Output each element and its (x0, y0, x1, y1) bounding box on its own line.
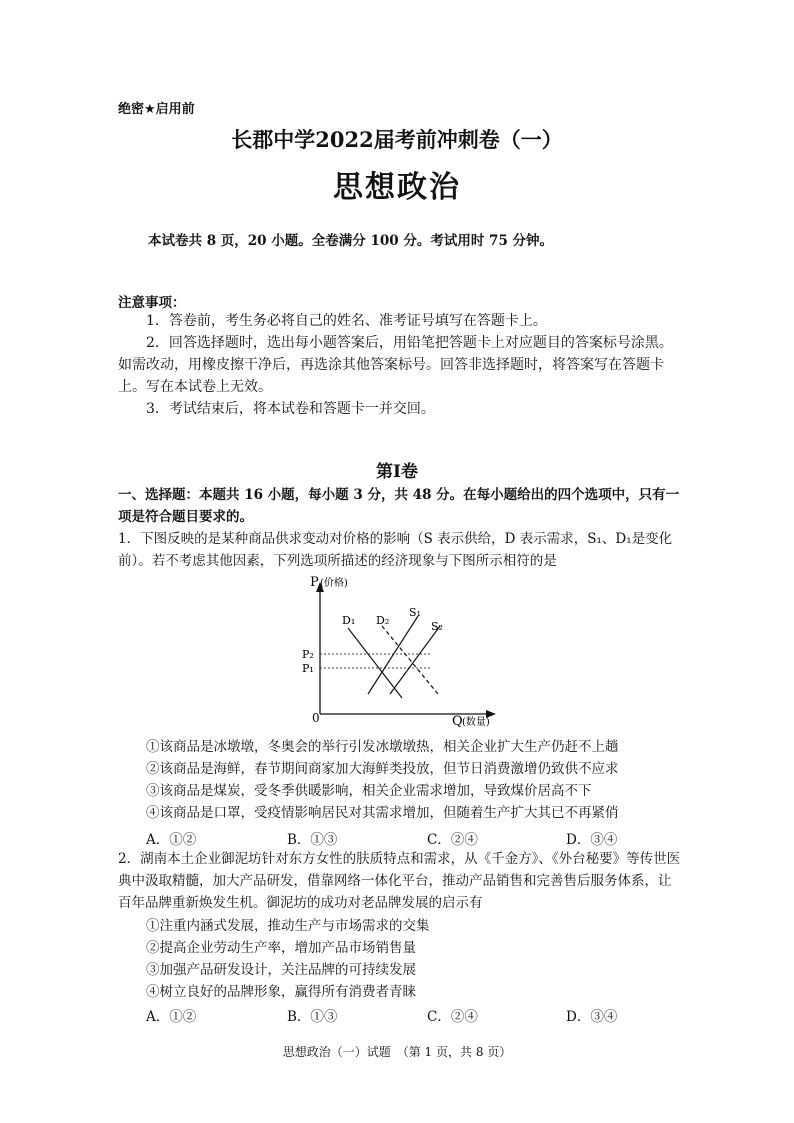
exam-summary: 本试卷共 8 页，20 小题。全卷满分 100 分。考试用时 75 分钟。 (148, 233, 554, 249)
s2-label: S₂ (431, 620, 443, 633)
volume-title: 第Ⅰ卷 (376, 462, 418, 482)
demand-curve-d1 (348, 628, 402, 698)
confidential-label: 绝密★启用前 (118, 102, 195, 117)
x-axis-label: Q (452, 714, 463, 728)
notice-item-3: 3．考试结束后，将本试卷和答题卡一并交回。 (146, 401, 435, 417)
notice-heading: 注意事项： (118, 295, 186, 311)
q2-option-4: ④树立良好的品牌形象，赢得所有消费者青睐 (146, 984, 416, 1000)
s1-label: S₁ (409, 606, 421, 619)
q1-choice-a[interactable]: A．①② (146, 832, 197, 848)
q1-option-1: ①该商品是冰墩墩，冬奥会的举行引发冰墩墩热，相关企业扩大生产仍赶不上趟 (146, 739, 619, 755)
notice-item-1: 1．答卷前，考生务必将自己的姓名、准考证号填写在答题卡上。 (146, 313, 547, 329)
q1-option-3: ③该商品是煤炭，受冬季供暖影响，相关企业需求增加，导致煤价居高不下 (146, 783, 592, 799)
supply-curve-s1 (368, 616, 418, 694)
page-footer: 思想政治（一）试题 （第 1 页，共 8 页） (282, 1045, 512, 1059)
q2-choice-d[interactable]: D．③④ (566, 1009, 618, 1025)
q1-choice-c[interactable]: C．②④ (427, 832, 478, 848)
x-axis-unit: (数量) (462, 717, 490, 728)
q2-choice-b[interactable]: B．①③ (287, 1009, 338, 1025)
supply-demand-graph (290, 572, 510, 728)
d1-label: D₁ (342, 614, 356, 627)
question-1-stem: 1．下图反映的是某种商品供求变动对价格的影响（S 表示供给，D 表示需求，S₁、D₁是变化前）。若不考虑其他因素，下列选项所描述的经济现象与下图所示相符的是 (118, 531, 673, 569)
section-heading: 一、选择题：本题共 16 小题，每小题 3 分，共 48 分。在每小题给出的四个选项中，只有一项是符合题目要求的。 (118, 487, 680, 525)
subject-title: 思想政治 (333, 170, 461, 205)
q1-choice-d[interactable]: D．③④ (566, 832, 618, 848)
q1-option-2: ②该商品是海鲜，春节期间商家加大海鲜类投放，但节日消费激增仍致供不应求 (146, 761, 619, 777)
q2-option-2: ②提高企业劳动生产率，增加产品市场销售量 (146, 940, 416, 956)
q2-choice-c[interactable]: C．②④ (427, 1009, 478, 1025)
origin-label: 0 (312, 711, 320, 725)
d2-label: D₂ (376, 614, 390, 627)
notice-item-2: 2．回答选择题时，选出每小题答案后，用铅笔把答题卡上对应题目的答案标号涂黑。如需改动，用橡皮擦干净后，再选涂其他答案标号。回答非选择题时，将答案写在答题卡上。写在本试卷上无效。 (118, 335, 673, 395)
y-axis-unit: (价格) (320, 578, 348, 589)
exam-title: 长郡中学2022届考前冲刺卷（一） (231, 127, 563, 152)
y-axis-label: P (310, 575, 319, 590)
question-2-stem: 2．湖南本土企业御泥坊针对东方女性的肤质特点和需求，从《千金方》、《外台秘要》等传世医典中汲取精髓，加大产品研发，借靠网络一体化平台，推动产品销售和完善售后服务体系，让百年品牌重新焕发生机。御泥坊的成功对老品牌发展的启示有 (118, 851, 681, 911)
q2-option-3: ③加强产品研发设计，关注品牌的可持续发展 (146, 962, 416, 978)
p1-label: P₁ (302, 662, 314, 675)
p2-label: P₂ (302, 648, 314, 661)
q2-option-1: ①注重内涵式发展，推动生产与市场需求的交集 (146, 918, 430, 934)
q1-option-4: ④该商品是口罩，受疫情影响居民对其需求增加，但随着生产扩大其已不再紧俏 (146, 805, 619, 821)
supply-curve-s2 (390, 626, 440, 694)
q2-choice-a[interactable]: A．①② (146, 1009, 197, 1025)
q1-choice-b[interactable]: B．①③ (287, 832, 338, 848)
